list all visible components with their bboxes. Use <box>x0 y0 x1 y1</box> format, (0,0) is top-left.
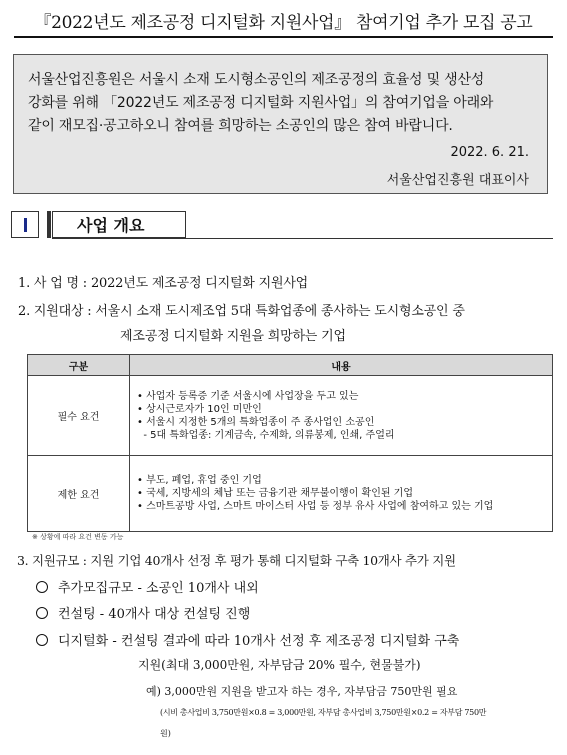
section-underline <box>52 238 553 239</box>
list-item: • 상시근로자가 10인 미만인 <box>137 403 262 415</box>
notice-box <box>13 54 548 194</box>
scale-sub-text: 추가모집규모 - 소공인 10개사 내외 <box>58 581 259 596</box>
table-header: 구분 <box>28 355 130 376</box>
target-value-cont: 제조공정 디지털화 지원을 희망하는 기업 <box>120 329 346 344</box>
table-row <box>28 456 553 532</box>
section-number-mark <box>24 218 27 232</box>
scale-sub-item <box>36 577 259 596</box>
notice-line: 같이 재모집·공고하오니 참여를 희망하는 소공인의 많은 참여 바랍니다. <box>28 118 453 134</box>
notice-line: 서울산업진흥원은 서울시 소재 도시형소공인의 제조공정의 효율성 및 생산성 <box>28 72 485 88</box>
table-content <box>130 456 553 532</box>
project-name-value: 2022년도 제조공정 디지털화 지원사업 <box>90 276 309 291</box>
table-row <box>28 376 553 456</box>
target-value: 서울시 소재 도시제조업 5대 특화업종에 종사하는 도시형소공인 중 <box>95 304 465 319</box>
target-item <box>18 300 465 319</box>
table-header: 내용 <box>130 355 553 376</box>
requirements-table <box>27 354 553 532</box>
notice-date: 2022. 6. 21. <box>450 145 529 160</box>
list-item: • 서울시 지정한 5개의 특화업종이 주 종사업인 소공인 <box>137 416 375 428</box>
section-number <box>11 211 39 238</box>
project-name-label: 1. 사 업 명 : <box>18 276 87 291</box>
list-item: • 사업자 등록증 기준 서울시에 사업장을 두고 있는 <box>137 390 359 402</box>
project-name-item <box>18 272 308 291</box>
list-item: • 국세, 지방세의 체납 또는 금융기관 채무불이행이 확인된 기업 <box>137 488 414 499</box>
scale-sub-item <box>36 603 250 622</box>
scale-sub-text: 컨설팅 - 40개사 대상 컨설팅 진행 <box>58 607 251 622</box>
table-category: 제한 요건 <box>28 456 130 532</box>
calc-line: (시비 총사업비 3,750만원×0.8 = 3,000만원, 자부담 총사업비 3,750만원×0.2 = 자부담 750만 <box>160 708 487 717</box>
table-category: 필수 요건 <box>28 376 130 456</box>
circle-bullet-icon <box>36 581 48 593</box>
notice-text <box>28 69 536 138</box>
target-label: 2. 지원대상 : <box>18 304 92 319</box>
circle-bullet-icon <box>36 607 48 619</box>
calc-line: 원) <box>160 729 171 738</box>
title-divider <box>14 36 553 38</box>
circle-bullet-icon <box>36 634 48 646</box>
notice-line: 강화를 위해 「2022년도 제조공정 디지털화 지원사업」의 참여기업을 아래와 <box>28 95 494 111</box>
scale-heading: 3. 지원규모 : 지원 기업 40개사 선정 후 평가 통해 디지털화 구축 10개사 추가 지원 <box>17 553 456 568</box>
table-footnote: ※ 상황에 따라 요건 변동 가능 <box>32 533 124 541</box>
notice-signature: 서울산업진흥원 대표이사 <box>386 173 529 188</box>
list-item: • 스마트공방 사업, 스마트 마이스터 사업 등 정부 유사 사업에 참여하고 있는 기업 <box>137 501 494 512</box>
scale-sub-text: 디지털화 - 컨설팅 결과에 따라 10개사 선정 후 제조공정 디지털화 구축 <box>58 634 460 649</box>
scale-sub-cont: 지원(최대 3,000만원, 자부담금 20% 필수, 현물불가) <box>138 658 421 672</box>
scale-sub-item <box>36 630 459 649</box>
section-title: 사업 개요 <box>52 211 186 238</box>
list-item: - 5대 특화업종: 기계금속, 수제화, 의류봉제, 인쇄, 주얼리 <box>137 429 395 441</box>
example-line: 예) 3,000만원 지원을 받고자 하는 경우, 자부담금 750만원 필요 <box>146 685 458 698</box>
table-content <box>130 376 553 456</box>
page-title: 『2022년도 제조공정 디지털화 지원사업』 참여기업 추가 모집 공고 <box>34 13 533 33</box>
list-item: • 부도, 폐업, 휴업 중인 기업 <box>137 475 262 486</box>
